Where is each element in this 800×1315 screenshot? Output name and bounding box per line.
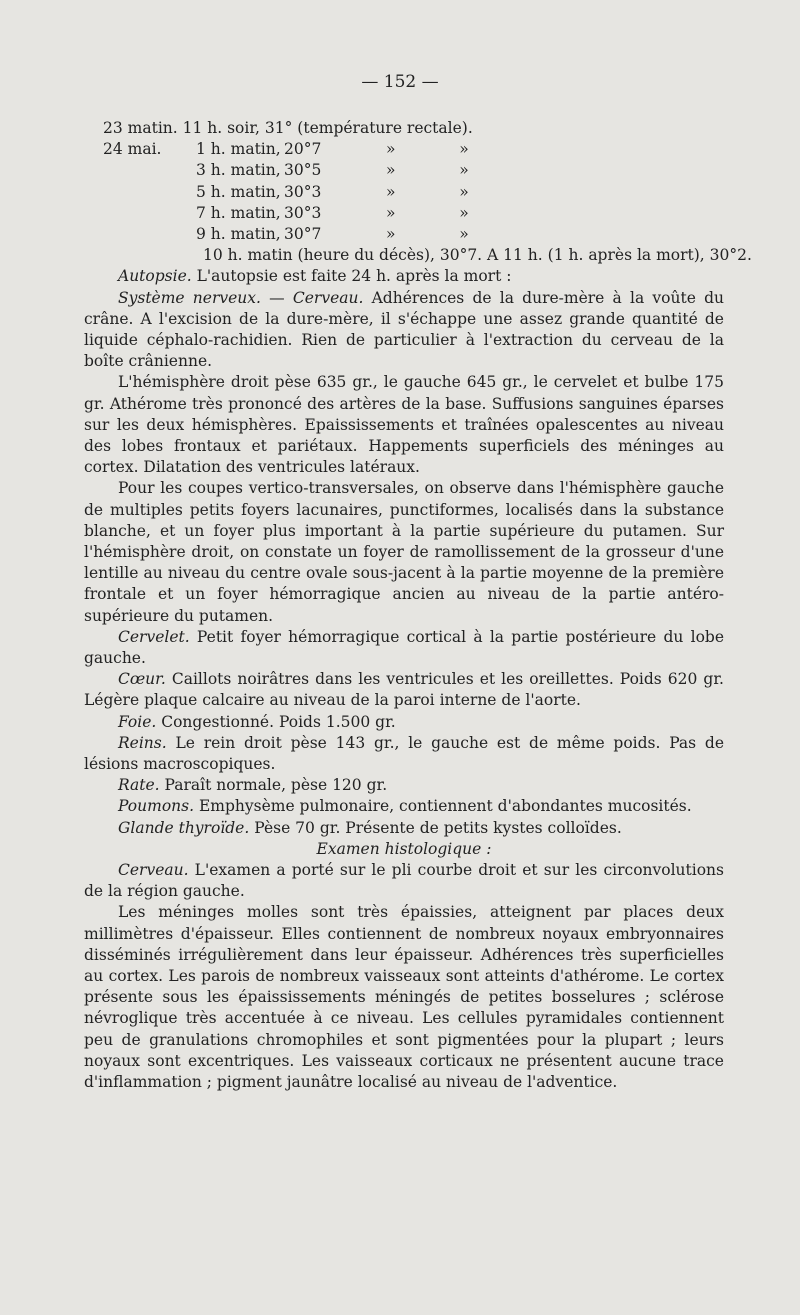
temp-value: 30°3 — [284, 203, 322, 222]
temp-day — [84, 160, 196, 181]
temperature-row — [84, 203, 724, 224]
temperature-row — [84, 139, 724, 160]
temp-ditto: » — [459, 140, 469, 159]
organ-paragraph — [84, 796, 724, 817]
temp-ditto: » — [386, 161, 396, 180]
autopsy-text: L'autopsie est faite 24 h. après la mort : — [191, 267, 512, 286]
temp-value: 30°3 — [284, 182, 322, 201]
temperature-row — [84, 224, 724, 245]
page-number: — 152 — — [361, 72, 439, 92]
nervous-system-label: Système nerveux. — [118, 288, 261, 307]
temp-value: 30°7 — [284, 224, 322, 243]
temp-ditto: » — [459, 203, 469, 222]
temp-ditto: » — [386, 224, 396, 243]
brain-label: Cerveau. — [292, 288, 364, 307]
organ-label: Rate. — [118, 776, 160, 795]
histology-brain-paragraph — [84, 860, 724, 902]
histology-brain-text: L'examen a porté sur le pli courbe droit et sur les circonvolutions de la région gauche. — [84, 861, 724, 901]
organ-text: Pèse 70 gr. Présente de petits kystes colloïdes. — [249, 818, 622, 837]
temp-value: 20°7 — [284, 140, 322, 159]
histology-brain-label: Cerveau. — [118, 861, 189, 880]
temp-hour: 7 h. matin, — [196, 203, 281, 222]
histology-heading-text: Examen histologique : — [316, 839, 492, 858]
temp-ditto: » — [459, 161, 469, 180]
hemispheres-paragraph: L'hémisphère droit pèse 635 gr., le gauche 645 gr., le cervelet et bulbe 175 gr. Athérome très prononcé des artères de la base. Suffusions sanguines éparses sur les deux hémisphères. Epaississements et traînées opalescentes au niveau des lobes frontaux et pariétaux. Happements superficiels des méninges au cortex. Dilatation des ventricules latéraux. — [84, 373, 724, 477]
sections-paragraph: Pour les coupes vertico-transversales, on observe dans l'hémisphère gauche de multiples petits foyers lacunaires, punctiformes, localisés dans la substance blanche, et un foyer plus important à la partie supérieure du putamen. Sur l'hémisphère droit, on constate un foyer de ramollissement de la grosseur d'une lentille au niveau du centre ovale sous-jacent à la partie moyenne de la première frontale et un foyer hémorragique ancien au niveau de la partie antéro-supérieure du putamen. — [84, 479, 724, 625]
organ-label: Glande thyroïde. — [118, 818, 250, 837]
organ-paragraph — [84, 712, 724, 733]
temp-hour: 5 h. matin, — [196, 182, 281, 201]
temperature-first-line: 23 matin. 11 h. soir, 31° (température rectale). — [103, 119, 473, 137]
temp-day — [84, 182, 196, 203]
temp-value: 30°5 — [284, 161, 322, 180]
organ-text: Emphysème pulmonaire, contiennent d'abondantes mucosités. — [194, 797, 692, 816]
nervous-text: Adhérences de la dure-mère à la voûte du crâne. A l'excision de la dure-mère, il s'échappe une assez grande quantité de liquide céphalo-rachidien. Rien de particulier à l'extraction du cerveau de la boîte crânienne. — [84, 288, 724, 371]
organ-label: Foie. — [118, 712, 157, 731]
organ-text: Le rein droit pèse 143 gr., le gauche est de même poids. Pas de lésions macroscopiques. — [84, 733, 724, 774]
autopsy-paragraph — [84, 266, 724, 287]
organ-text: Petit foyer hémorragique cortical à la partie postérieure du lobe gauche. — [84, 627, 724, 667]
temp-ditto: » — [386, 140, 396, 159]
temp-hour: 9 h. matin, — [196, 224, 281, 243]
temperature-row — [84, 182, 724, 203]
temp-hour: 1 h. matin, — [196, 140, 281, 159]
temp-ditto: » — [386, 203, 396, 222]
organ-paragraph — [84, 818, 724, 839]
organ-paragraph — [84, 627, 724, 669]
temp-day — [84, 203, 196, 224]
organ-label: Cervelet. — [118, 627, 190, 646]
autopsy-label: Autopsie. — [118, 267, 192, 286]
organ-label: Reins. — [118, 733, 167, 752]
temp-day — [84, 224, 196, 245]
dash: — — [260, 288, 293, 307]
meninges-paragraph: Les méninges molles sont très épaissies, atteignent par places deux millimètres d'épaisseur. Elles contiennent de nombreux noyaux embryonnaires disséminés irrégulièrement dans leur épaisseur. Adhérences très superficielles au cortex. Les parois de nombreux vaisseaux sont atteints d'athérome. Le cortex présente sous les épaississements méningés de petites bosselures ; sclérose névroglique très accentuée à ce niveau. Les cellules pyramidales contiennent peu de granulations chromophiles et sont pigmentées pour la plupart ; leurs noyaux sont excentriques. Les vaisseaux corticaux ne présentent aucune trace d'inflammation ; pigment jaunâtre localisé au niveau de l'adventice. — [84, 903, 724, 1092]
temp-day: 24 mai. — [103, 140, 162, 159]
histology-heading — [84, 839, 724, 860]
death-line: 10 h. matin (heure du décès), 30°7. A 11 h. (1 h. après la mort), 30°2. — [203, 246, 752, 265]
organ-text: Caillots noirâtres dans les ventricules et les oreillettes. Poids 620 gr. Légère plaque calcaire au niveau de la paroi interne de l'aorte. — [84, 670, 724, 710]
temp-hour: 3 h. matin, — [196, 161, 281, 180]
body-text — [84, 118, 752, 1093]
organ-label: Cœur. — [118, 670, 166, 689]
temperature-row — [84, 160, 724, 181]
organ-label: Poumons. — [118, 797, 195, 816]
organ-paragraph — [84, 669, 724, 711]
temp-ditto: » — [459, 182, 469, 201]
organ-text: Congestionné. Poids 1.500 gr. — [156, 712, 396, 731]
organ-text: Paraît normale, pèse 120 gr. — [159, 776, 388, 795]
organ-paragraph — [84, 733, 724, 775]
organ-paragraph — [84, 775, 724, 796]
nervous-system-paragraph — [84, 288, 724, 373]
temp-ditto: » — [459, 224, 469, 243]
temp-ditto: » — [386, 182, 396, 201]
